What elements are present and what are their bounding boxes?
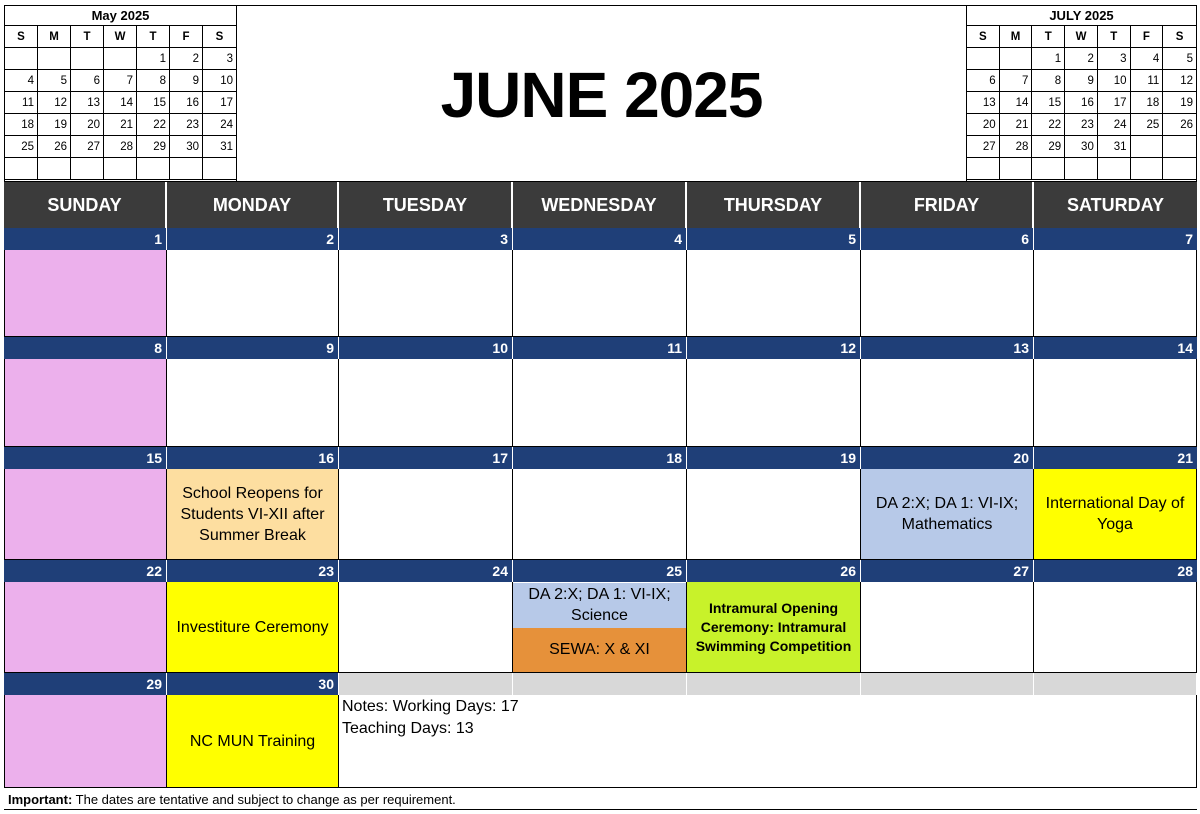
mini-date: 30 [1065,136,1098,158]
mini-date: 27 [71,136,104,158]
mini-date [967,48,1000,70]
mini-date: 19 [1163,92,1196,114]
mini-weekday: M [1000,26,1033,48]
mini-weekday: W [104,26,137,48]
date-number-empty [1034,673,1197,695]
day-cell [687,469,861,560]
date-number-row [4,560,1197,582]
mini-weekday: S [5,26,38,48]
mini-date: 18 [1131,92,1164,114]
mini-date: 17 [203,92,236,114]
date-number-empty [687,673,861,695]
mini-weekday: T [1032,26,1065,48]
mini-date: 22 [137,114,170,136]
mini-date: 6 [967,70,1000,92]
mini-date: 14 [104,92,137,114]
date-number: 25 [513,560,687,582]
day-cell-sunday [4,695,167,788]
mini-date [967,158,1000,180]
event-assessment-science: DA 2:X; DA 1: VI-IX; Science [513,583,686,628]
mini-date [1098,158,1131,180]
day-cell [167,359,339,447]
date-number: 1 [4,228,167,250]
mini-date: 4 [5,70,38,92]
weekday-header-row [4,182,1197,228]
notes-box [339,695,1197,788]
date-number: 5 [687,228,861,250]
mini-date [203,158,236,180]
date-number: 21 [1034,447,1197,469]
mini-date: 14 [1000,92,1033,114]
mini-date [1032,158,1065,180]
date-number: 12 [687,337,861,359]
mini-date: 17 [1098,92,1131,114]
date-number-empty [513,673,687,695]
mini-weekday: F [170,26,203,48]
date-number: 13 [861,337,1034,359]
mini-date: 6 [71,70,104,92]
date-number: 26 [687,560,861,582]
date-number: 11 [513,337,687,359]
week-row-4 [4,560,1197,673]
mini-date: 31 [1098,136,1131,158]
date-number: 19 [687,447,861,469]
day-cells-row [4,359,1197,447]
mini-weekday: M [38,26,71,48]
day-cell [339,359,513,447]
mini-date: 26 [1163,114,1196,136]
day-cell [861,582,1034,673]
date-number-row [4,337,1197,359]
next-month-mini-calendar [966,6,1196,183]
date-number: 15 [4,447,167,469]
mini-weekday: W [1065,26,1098,48]
day-cell [1034,582,1197,673]
date-number: 24 [339,560,513,582]
mini-date [1131,136,1164,158]
day-cells-row [4,250,1197,337]
mini-date: 16 [1065,92,1098,114]
day-cells-row [4,582,1197,673]
next-month-grid [967,26,1196,180]
mini-date: 31 [203,136,236,158]
mini-date [71,158,104,180]
day-cell [861,250,1034,337]
date-number-row [4,673,1197,695]
mini-date [38,158,71,180]
mini-date: 2 [1065,48,1098,70]
mini-date: 4 [1131,48,1164,70]
day-cell [513,359,687,447]
week-row-5 [4,673,1197,788]
prev-month-title: May 2025 [5,6,236,26]
bottom-rule [4,809,1197,810]
calendar-header [4,5,1197,182]
date-number-empty [339,673,513,695]
weekday-tuesday: TUESDAY [339,182,513,228]
mini-date [5,48,38,70]
day-cell [861,359,1034,447]
notes-teaching-days: Teaching Days: 13 [342,720,474,737]
mini-date: 24 [203,114,236,136]
mini-date: 13 [71,92,104,114]
event-sewa: SEWA: X & XI [513,628,686,672]
mini-date: 22 [1032,114,1065,136]
date-number: 3 [339,228,513,250]
mini-date: 23 [1065,114,1098,136]
mini-date [38,48,71,70]
important-text: The dates are tentative and subject to change as per requirement. [75,792,456,807]
mini-date: 25 [1131,114,1164,136]
week-row-2 [4,337,1197,447]
mini-date: 27 [967,136,1000,158]
mini-date [71,48,104,70]
mini-date: 21 [104,114,137,136]
day-cell [1034,250,1197,337]
day-cell [339,469,513,560]
week-row-1 [4,228,1197,337]
event-nc-mun-training: NC MUN Training [167,695,339,788]
day-cells-row [4,469,1197,560]
mini-date: 20 [967,114,1000,136]
mini-weekday: T [71,26,104,48]
weekday-thursday: THURSDAY [687,182,861,228]
mini-date: 9 [170,70,203,92]
mini-weekday: S [967,26,1000,48]
mini-date [104,158,137,180]
mini-date: 5 [1163,48,1196,70]
mini-date: 23 [170,114,203,136]
next-month-title: JULY 2025 [967,6,1196,26]
date-number: 23 [167,560,339,582]
mini-date: 15 [1032,92,1065,114]
week-row-3 [4,447,1197,560]
mini-weekday: T [137,26,170,48]
mini-weekday: F [1131,26,1164,48]
mini-date [137,158,170,180]
day-cell [687,250,861,337]
mini-date [1163,158,1196,180]
mini-date: 19 [38,114,71,136]
day-cell [167,250,339,337]
day-cell [513,250,687,337]
date-number: 22 [4,560,167,582]
event-assessment-mathematics: DA 2:X; DA 1: VI-IX; Mathematics [861,469,1034,560]
mini-date: 21 [1000,114,1033,136]
mini-date: 25 [5,136,38,158]
mini-date: 11 [5,92,38,114]
date-number-row [4,447,1197,469]
day-cell [1034,359,1197,447]
date-number: 27 [861,560,1034,582]
date-number: 8 [4,337,167,359]
date-number: 10 [339,337,513,359]
mini-date [1000,158,1033,180]
mini-date: 12 [38,92,71,114]
day-cell [339,582,513,673]
mini-date: 29 [1032,136,1065,158]
event-investiture-ceremony: Investiture Ceremony [167,582,339,673]
weekday-sunday: SUNDAY [4,182,167,228]
mini-date: 3 [203,48,236,70]
mini-date: 7 [1000,70,1033,92]
event-school-reopens: School Reopens for Students VI-XII after Summer Break [167,469,339,560]
mini-date: 28 [104,136,137,158]
day-cell [339,250,513,337]
mini-date: 16 [170,92,203,114]
date-number-row [4,228,1197,250]
mini-date: 3 [1098,48,1131,70]
day-cell-sunday [4,250,167,337]
date-number: 6 [861,228,1034,250]
mini-date: 11 [1131,70,1164,92]
mini-date: 20 [71,114,104,136]
day-cell-sunday [4,469,167,560]
prev-month-mini-calendar [5,6,237,183]
mini-date: 13 [967,92,1000,114]
date-number: 30 [167,673,339,695]
mini-date: 10 [1098,70,1131,92]
page-title: JUNE 2025 [440,58,763,131]
mini-date [5,158,38,180]
mini-date [1163,136,1196,158]
mini-date: 29 [137,136,170,158]
weekday-saturday: SATURDAY [1066,194,1164,215]
mini-date: 12 [1163,70,1196,92]
day-cell [687,359,861,447]
mini-date: 26 [38,136,71,158]
date-number-empty [861,673,1034,695]
day-cells-row [4,695,1197,788]
day-cell [513,469,687,560]
date-number: 16 [167,447,339,469]
mini-weekday: S [203,26,236,48]
mini-date: 7 [104,70,137,92]
weekday-wednesday: WEDNESDAY [513,182,687,228]
mini-date [104,48,137,70]
date-number: 18 [513,447,687,469]
mini-date: 15 [137,92,170,114]
date-number: 9 [167,337,339,359]
important-note [8,792,456,807]
date-number: 2 [167,228,339,250]
mini-date: 5 [38,70,71,92]
mini-date: 8 [137,70,170,92]
mini-date: 18 [5,114,38,136]
date-number: 7 [1034,228,1197,250]
important-label: Important: [8,792,73,807]
event-yoga-day: International Day of Yoga [1034,469,1197,560]
date-number: 14 [1034,337,1197,359]
mini-date: 8 [1032,70,1065,92]
mini-date [1131,158,1164,180]
mini-weekday: S [1163,26,1196,48]
notes-working-days: Notes: Working Days: 17 [342,698,519,715]
mini-date [1065,158,1098,180]
prev-month-grid [5,26,236,180]
mini-date: 10 [203,70,236,92]
weekday-friday: FRIDAY [861,182,1034,228]
mini-date: 28 [1000,136,1033,158]
mini-date [170,158,203,180]
day-cell-jun25 [513,582,687,673]
mini-date: 1 [137,48,170,70]
mini-weekday: T [1098,26,1131,48]
mini-date [1000,48,1033,70]
weekday-monday: MONDAY [167,182,339,228]
event-intramural-opening: Intramural Opening Ceremony: Intramural Swimming Competition [687,582,861,673]
mini-date: 9 [1065,70,1098,92]
mini-date: 24 [1098,114,1131,136]
date-number: 4 [513,228,687,250]
mini-date: 2 [170,48,203,70]
day-cell-sunday [4,582,167,673]
mini-date: 1 [1032,48,1065,70]
date-number: 29 [4,673,167,695]
date-number: 28 [1034,560,1197,582]
date-number: 20 [861,447,1034,469]
day-cell-sunday [4,359,167,447]
mini-date: 30 [170,136,203,158]
date-number: 17 [339,447,513,469]
